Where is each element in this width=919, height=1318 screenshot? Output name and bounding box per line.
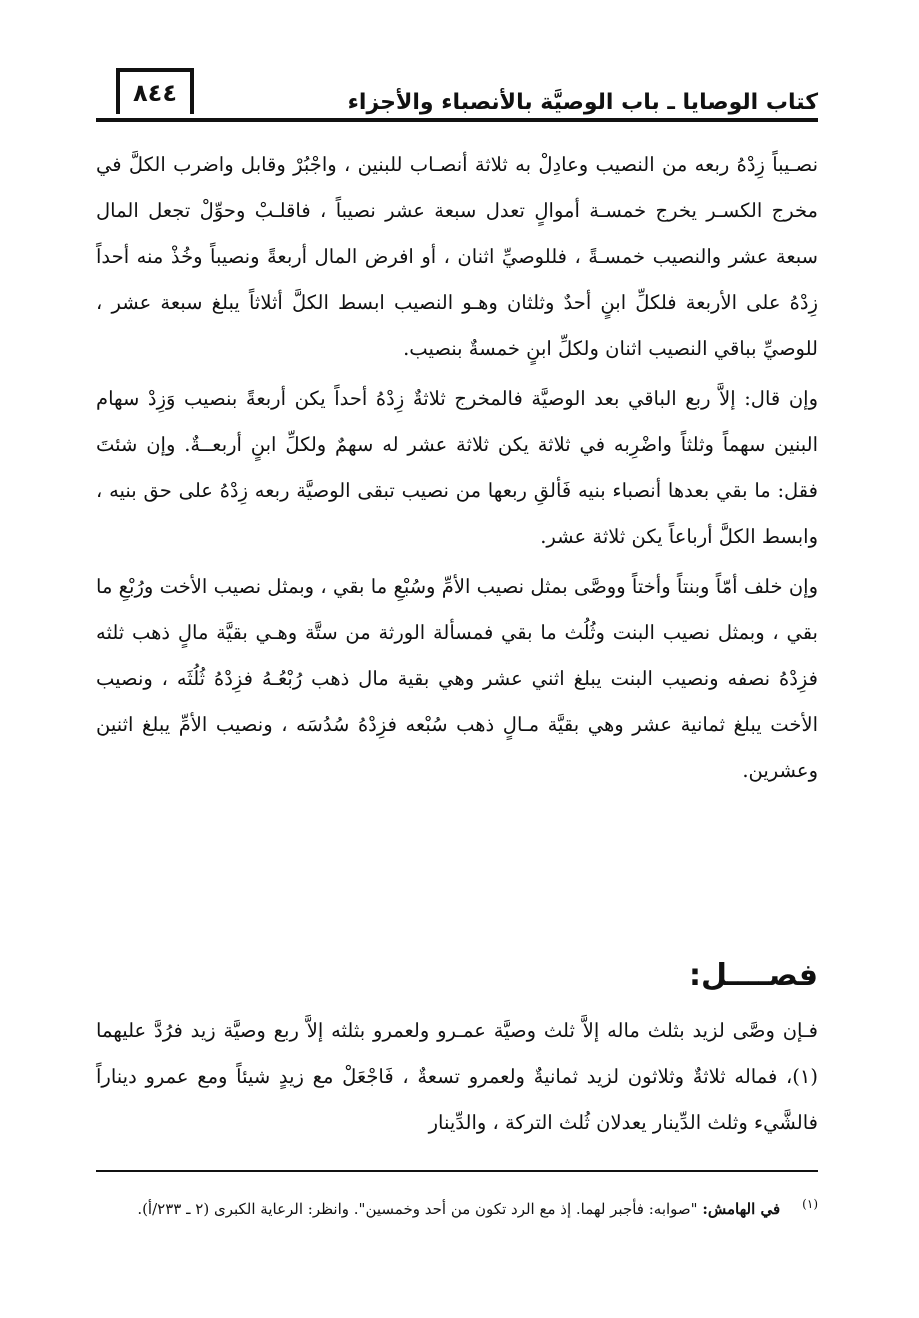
paragraph: فـإن وصَّى لزيد بثلث ماله إلاَّ ثلث وصيَّة عمـرو ولعمرو بثلثه إلاَّ ربع وصيَّة زيد فرُدَّ عليهما (١)، فماله ثلاثةٌ وثلاثون لزيد ثمانيةٌ ولعمرو تسعةٌ ، فَاجْعَلْ مع زيدٍ شيئاً ومع عمرو ديناراً فالشَّيء وثلث الدِّينار يعدلان ثُلث التركة ، والدِّينار	[96, 1019, 818, 1134]
section-heading: فصــــل:	[689, 958, 818, 993]
footnote-marker: (١)	[802, 1197, 818, 1211]
running-title: كتاب الوصايا ـ باب الوصيَّة بالأنصباء والأجزاء	[347, 90, 818, 115]
page-header	[96, 64, 818, 130]
paragraph: نصـيباً زِدْهُ ربعه من النصيب وعادِلْ به ثلاثة أنصـاب للبنين ، واجْبُرْ وقابل واضرب الكلَّ في مخرج الكسـر يخرج خمسـة أموالٍ تعدل سبعة عشر نصيباً ، فاقلـبْ وحوِّلْ تجعل المال سبعة عشر والنصيب خمسـةً ، فللوصيِّ اثنان ، أو افرض المال أربعةً ونصيباً وخُذْ منه أحداً زِدْهُ على الأربعة فلكلِّ ابنٍ أحدٌ وثلثان وهـو النصيب ابسط الكلَّ أثلاثاً يبلغ سبعة عشر ، للوصيِّ بباقي النصيب اثنان ولكلِّ ابنٍ خمسةٌ بنصيب.	[96, 153, 818, 360]
paragraph: وإن خلف أمّاً وبنتاً وأختاً ووصَّى بمثل نصيب الأمِّ وسُبْعِ ما بقي ، وبمثل نصيب الأخت ورُبْعِ ما بقي ، وبمثل نصيب البنت وثُلُث ما بقي فمسألة الورثة من ستَّة وهـي بقيَّة مالٍ ذهب ثلثه فزِدْهُ نصفه ونصيب البنت يبلغ اثني عشر وهي بقية مال ذهب رُبْعُـهُ فزِدْهُ ثُلُثَه ، ونصيب الأخت يبلغ ثمانية عشر وهي بقيَّة مـالٍ ذهب سُبْعه فزِدْهُ سُدُسَه ، ونصيب الأمِّ يبلغ اثنين وعشرين.	[96, 575, 818, 782]
header-rule	[96, 118, 818, 122]
footnote-lead: في الهامش:	[702, 1200, 781, 1218]
footnote-text: "صوابه: فأجبر لهما. إذ مع الرد تكون من أحد وخمسين". وانظر: الرعاية الكبرى (٢ ـ ٢٣٣/أ).	[137, 1200, 698, 1218]
section-text	[96, 1008, 818, 1146]
paragraph: وإن قال: إلاَّ ربع الباقي بعد الوصيَّة فالمخرج ثلاثةٌ زِدْهُ أحداً يكن أربعةً بنصيب وَزِدْ سهام البنين سهماً وثلثاً واضْرِبه في ثلاثة يكن ثلاثة عشر له سهمٌ ولكلِّ ابنٍ أربعــةٌ. وإن شئتَ فقل: ما بقي بعدها أنصباء بنيه فَألقِ ربعها من نصيب تبقى الوصيَّة ربعه زِدْهُ على حق بنيه ، وابسط الكلَّ أرباعاً يكن ثلاثة عشر.	[96, 387, 818, 548]
page-number: ٨٤٤	[116, 68, 194, 114]
body-text	[96, 142, 818, 798]
footnote	[96, 1186, 818, 1227]
footnote-rule	[96, 1170, 818, 1172]
